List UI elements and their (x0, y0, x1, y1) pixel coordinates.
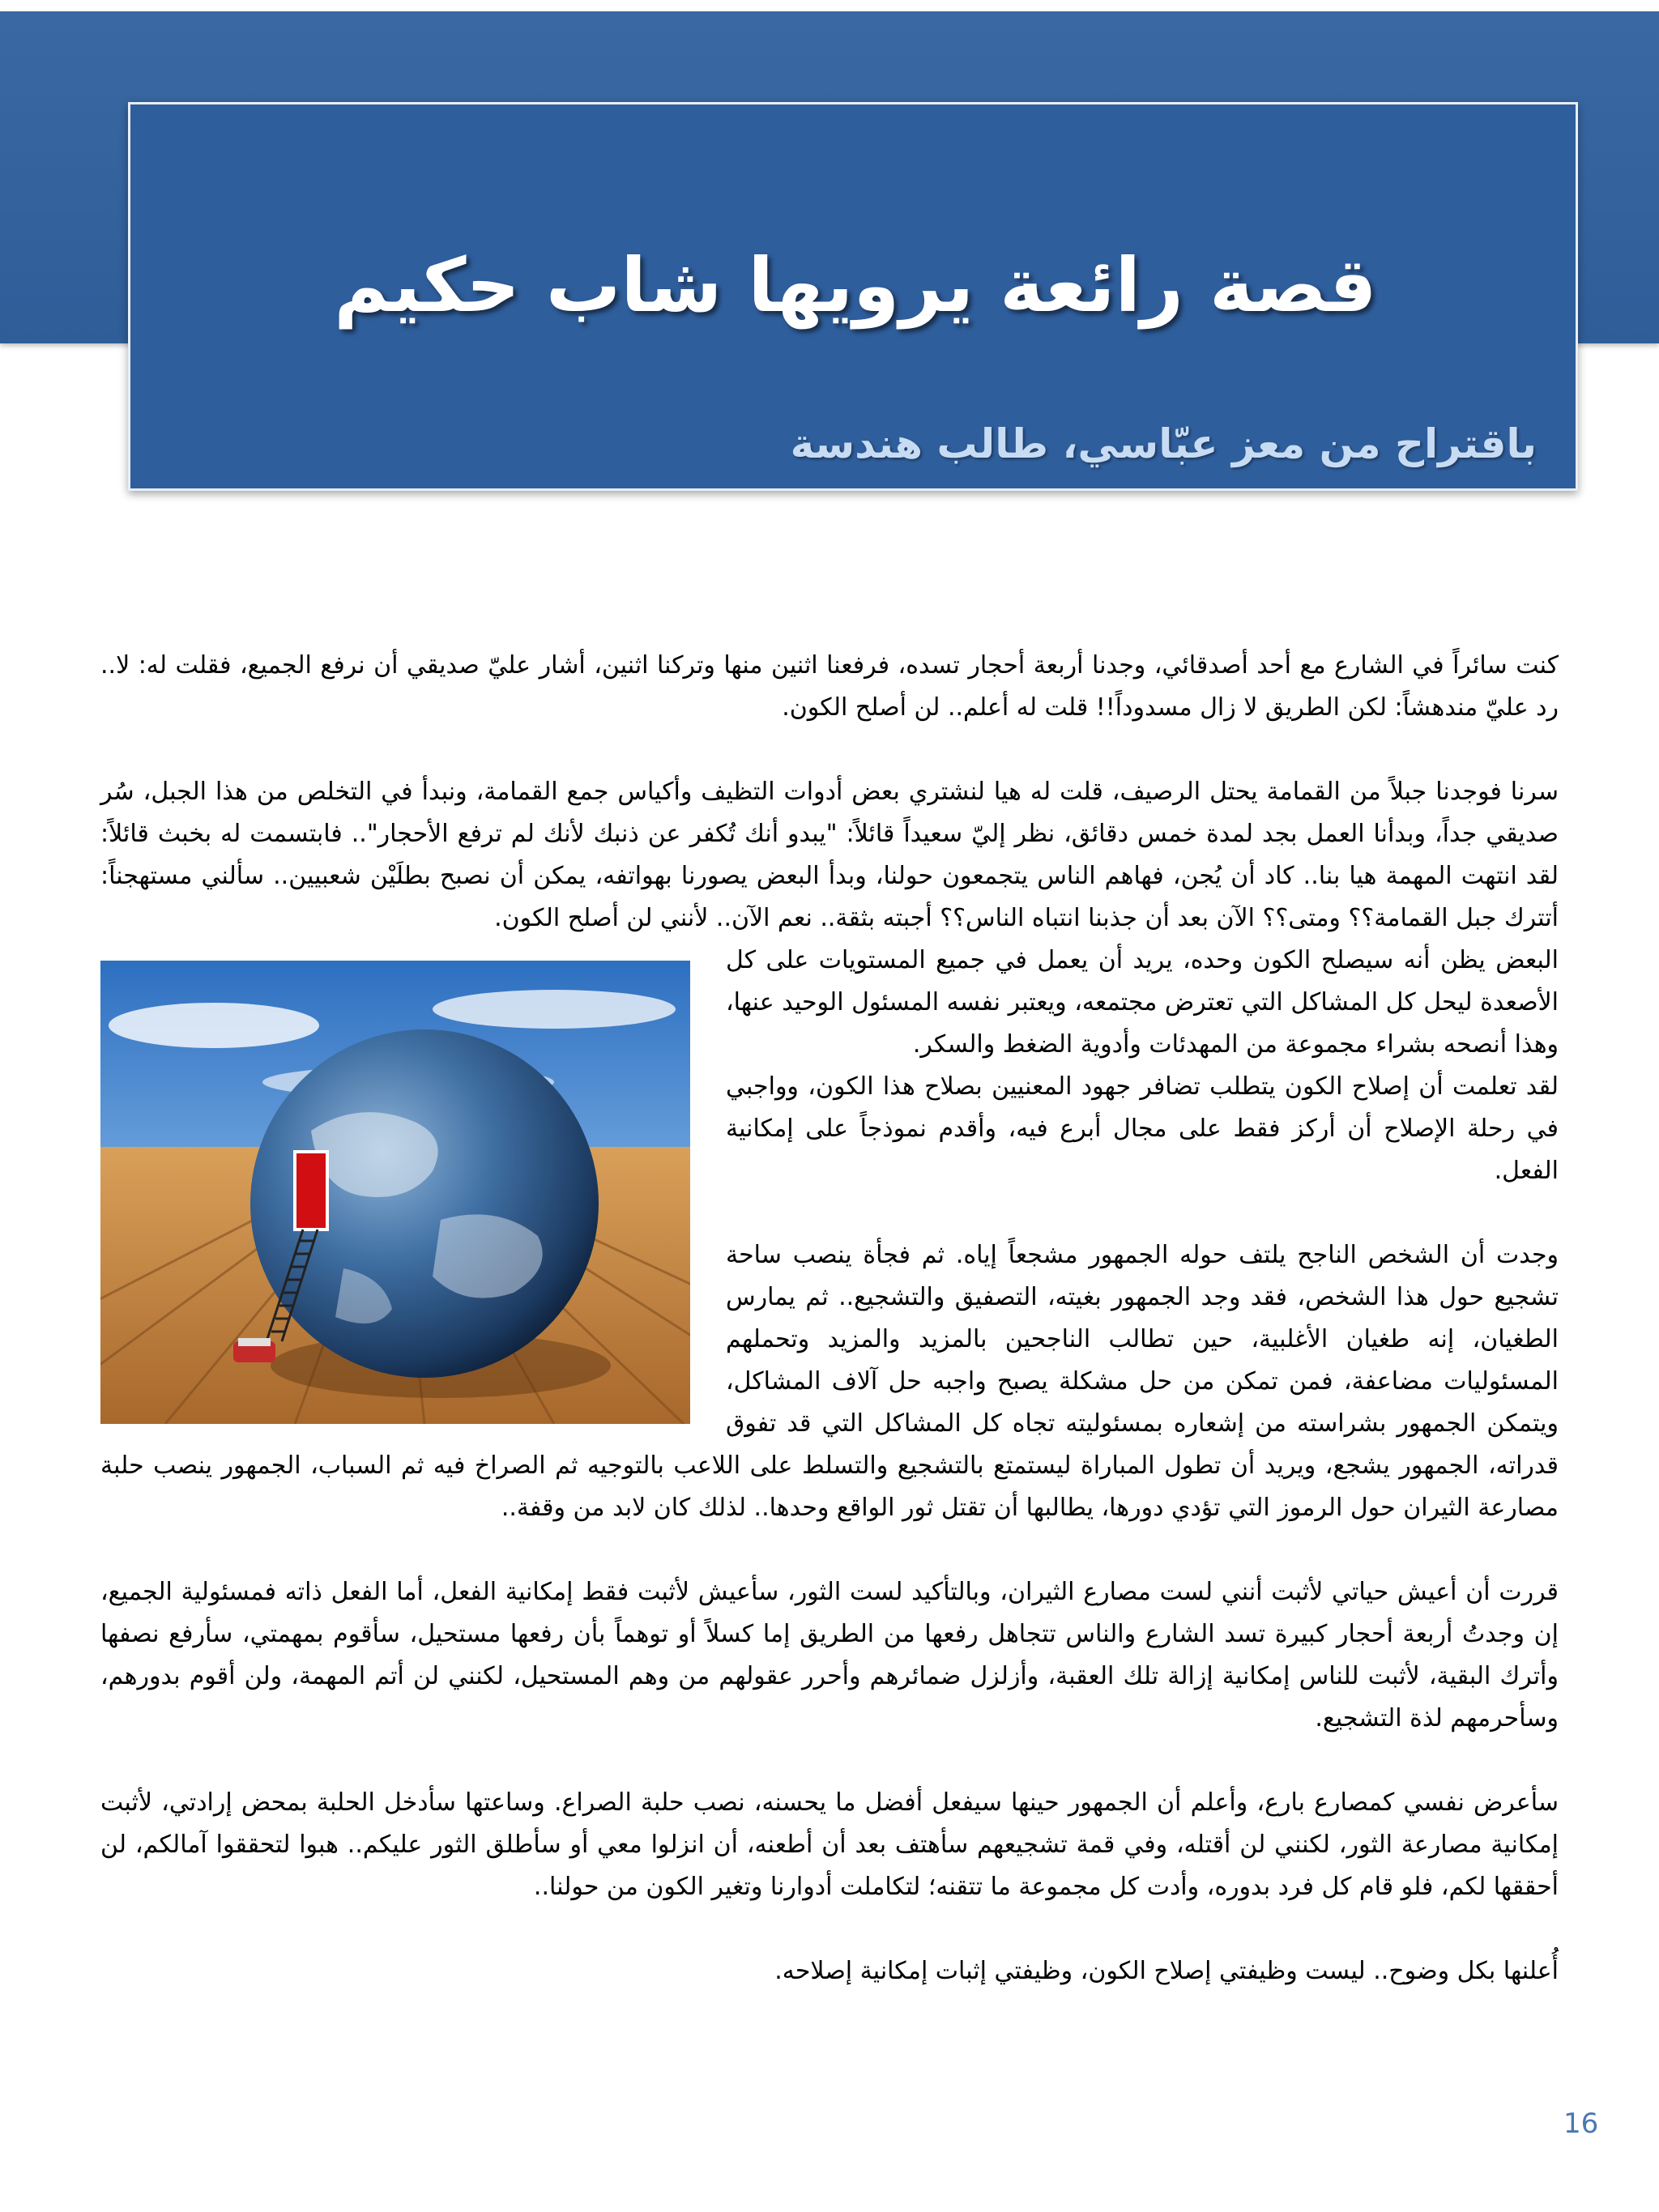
paragraph-4: لقد تعلمت أن إصلاح الكون يتطلب تضافر جهود المعنيين بصلاح هذا الكون، وواجبي في رحلة الإصلاح أن أركز فقط على مجال أبرع فيه، وأقدم نموذجاً على إمكانية الفعل. (726, 1072, 1559, 1185)
article-body (100, 645, 1559, 2035)
paragraph-3: البعض يظن أنه سيصلح الكون وحده، يريد أن يعمل في جميع المستويات على كل الأصعدة ليحل كل المشاكل التي تعترض مجتمعه، ويعتبر نفسه المسئول الوحيد عنها، وهذا أنصحه بشراء مجموعة من المهدئات وأدوية الضغط والسكر. (726, 946, 1559, 1059)
page-title: قصة رائعة يرويها شاب حكيم (334, 242, 1377, 329)
paragraph-7: سأعرض نفسي كمصارع بارع، وأعلم أن الجمهور حينها سيفعل أفضل ما يحسنه، نصب حلبة الصراع. وساعتها سأدخل الحلبة بمحض إرادتي، لأثبت إمكانية مصارعة الثور، لكنني لن أقتله، وفي قمة تشجيعهم سأهتف بعد أن أطعنه، أن انزلوا معي أو سأطلق الثور عليكم.. هبوا لتحققوا آمالكم، لن أحققها لكم، فلو قام كل فرد بدوره، وأدت كل مجموعة ما تتقنه؛ لتكاملت أدوارنا وتغير الكون من حولنا.. (100, 1788, 1559, 1901)
paragraph-1: كنت سائراً في الشارع مع أحد أصدقائي، وجدنا أربعة أحجار تسده، فرفعنا اثنين منها وتركنا اثنين، أشار عليّ صديقي أن نرفع الجميع، فقلت له: لا.. رد عليّ مندهشاً: لكن الطريق لا زال مسدوداً!! قلت له أعلم.. لن أصلح الكون. (100, 651, 1559, 722)
earth-globe-image (100, 961, 690, 1424)
title-panel (128, 102, 1578, 491)
earth-globe-illustration (100, 961, 690, 1424)
page-number: 16 (1563, 2108, 1599, 2140)
page-subtitle: باقتراح من معز عبّاسي، طالب هندسة (790, 420, 1537, 467)
paragraph-6: قررت أن أعيش حياتي لأثبت أنني لست مصارع الثيران، وبالتأكيد لست الثور، سأعيش لأثبت فقط إمكانية الفعل، أما الفعل ذاته فمسئولية الجميع، إن وجدتُ أربعة أحجار كبيرة تسد الشارع والناس تتجاهل رفعها من الطريق إما كسلاً أو توهماً بأن رفعها مستحيل، سأقوم بمهمتي، سأرفع نصفها وأترك البقية، لأثبت للناس إمكانية إزالة تلك العقبة، وأزلزل ضمائرهم وأحرر عقولهم من وهم المستحيل، لكنني لن أتم المهمة، ولن أقوم بدورهم، وسأحرمهم لذة التشجيع. (100, 1578, 1559, 1733)
paragraph-8: أُعلنها بكل وضوح.. ليست وظيفتي إصلاح الكون، وظيفتي إثبات إمكانية إصلاحه. (774, 1957, 1559, 1985)
paragraph-2: سرنا فوجدنا جبلاً من القمامة يحتل الرصيف، قلت له هيا لنشتري بعض أدوات التظيف وأكياس جمع القمامة، ونبدأ في التخلص من هذا الجبل، سُر صديقي جداً، وبدأنا العمل بجد لمدة خمس دقائق، نظر إليّ سعيداً قائلاً: "يبدو أنك تُكفر عن ذنبك لأنك لم ترفع الأحجار".. فابتسمت له بخبث قائلاً: لقد انتهت المهمة هيا بنا.. كاد أن يُجن، فهاهم الناس يتجمعون حولنا، وبدأ البعض يصورنا بهواتفه، يمكن أن نصبح بطلَيْن شعبيين.. سألني مستهجناً: أتترك جبل القمامة؟؟ ومتى؟؟ الآن بعد أن جذبنا انتباه الناس؟؟ أجبته بثقة.. نعم الآن.. لأنني لن أصلح الكون. (100, 778, 1559, 932)
paragraph-5: وجدت أن الشخص الناجح يلتف حوله الجمهور مشجعاً إياه. ثم فجأة ينصب ساحة تشجيع حول هذا الشخص، فقد وجد الجمهور بغيته، التصفيق والتشجيع.. ثم يمارس الطغيان، إنه طغيان الأغلبية، حين تطالب الناجحين بالمزيد والمزيد وتحملهم المسئوليات مضاعفة، فمن تمكن من حل مشكلة يصبح واجبه حل آلاف المشاكل، ويتمكن الجمهور بشراسته من إشعاره بمسئوليته تجاه كل المشاكل التي قد تفوق قدراته، الجمهور يشجع، ويريد أن تطول المباراة ليستمتع بالتشجيع والتسلط على اللاعب بالتوجيه ثم الصراخ فيه ثم السباب، الجمهور ينصب حلبة مصارعة الثيران حول الرموز التي تؤدي دورها، يطالبها أن تقتل ثور الواقع وحدها.. لذلك كان لابد من وقفة.. (100, 1241, 1559, 1522)
